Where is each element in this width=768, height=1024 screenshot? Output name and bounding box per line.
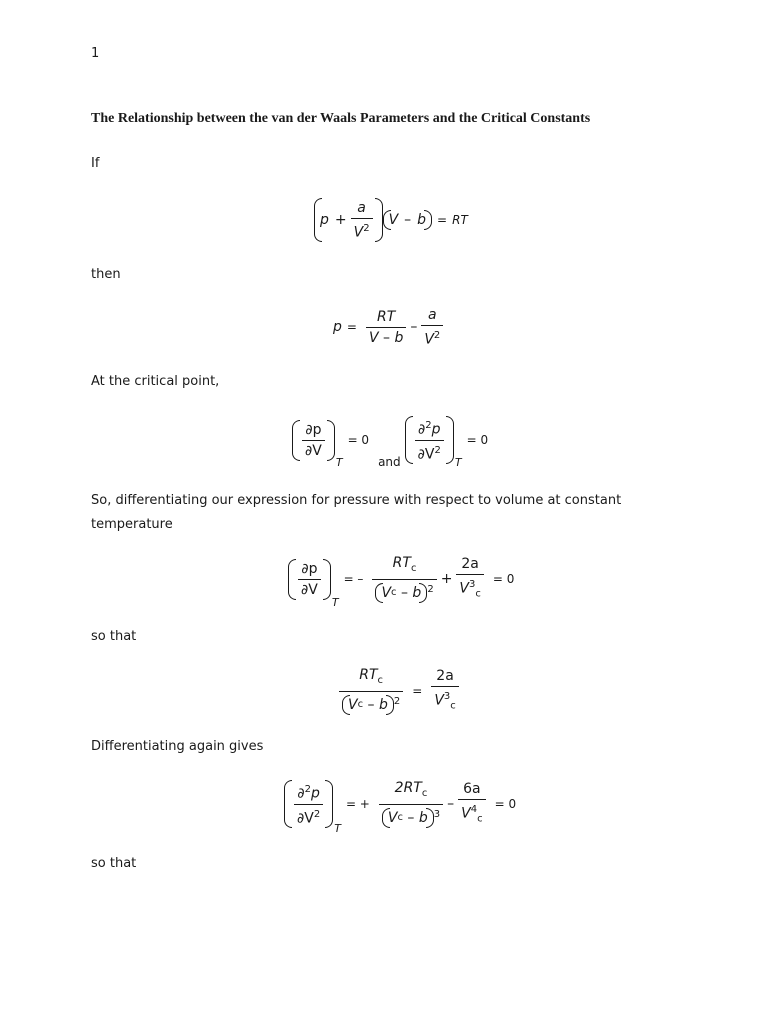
fraction: $RT_c$ V c – b $^2$	[339, 667, 403, 715]
equation-van-der-waals: p + $\frac{a}{V^2}$ V – b = RT	[314, 196, 468, 244]
equation-second-derivative: $\frac{\partial^2p}{\partial V^2}$ T = + $2RT_c$ V c – b $^3$ – $\frac{6a}{V^4_c}$ = 0	[284, 777, 521, 831]
paragraph-differentiating-2: temperature	[91, 517, 173, 532]
page-number: 1	[91, 46, 100, 61]
page-title: The Relationship between the van der Waals Parameters and the Critical Constants	[91, 111, 591, 126]
paren-group	[405, 416, 454, 464]
paragraph-again: Differentiating again gives	[91, 739, 264, 754]
fraction: $\frac{a}{V^2}$	[421, 307, 443, 348]
fraction: $\frac{6a}{V^4_c}$	[458, 781, 485, 827]
fraction: $2RT_c$ V c – b $^3$	[379, 780, 443, 828]
equation-critical-conditions: $\frac{\partial p}{\partial V}$ T = 0 and $\frac{\partial^2p}{\partial V^2}$ T = 0	[292, 415, 493, 465]
fraction: $RT_c$ V c – b $^2$	[372, 555, 436, 603]
paren-group	[288, 559, 331, 600]
paren-group	[284, 780, 333, 828]
fraction: $\frac{\partial^2p}{\partial V^2}$	[294, 782, 323, 826]
paragraph-differentiating-1: So, differentiating our expression for pressure with respect to volume at constant	[91, 493, 622, 508]
fraction: $\frac{\partial^2p}{\partial V^2}$	[415, 418, 444, 462]
equation-first-derivative: $\frac{\partial p}{\partial V}$ T = – $RT_c$ V c – b $^2$ + $\frac{2a}{V^3_c}$ = 0	[288, 553, 519, 605]
paragraph-so-that-2: so that	[91, 856, 137, 871]
paren-group: p + $\frac{a}{V^2}$	[314, 198, 383, 243]
paragraph-so-that-1: so that	[91, 629, 137, 644]
fraction: $\frac{\partial p}{\partial V}$	[298, 561, 321, 598]
fraction: $\frac{2a}{V^3_c}$	[456, 556, 483, 602]
equation-pressure: p = $\frac{RT}{V - b}$ – $\frac{a}{V^2}$	[333, 304, 447, 350]
paragraph-then: then	[91, 267, 121, 282]
paren-group	[292, 420, 335, 461]
fraction: $\frac{RT}{V - b}$	[366, 309, 406, 346]
paragraph-critical: At the critical point,	[91, 374, 220, 389]
fraction: $\frac{\partial p}{\partial V}$	[302, 422, 325, 459]
paren-group: V – b	[383, 210, 432, 230]
fraction: $\frac{a}{V^2}$	[351, 200, 373, 241]
equation-first-result: $RT_c$ V c – b $^2$ = $\frac{2a}{V^3_c}$	[335, 664, 463, 718]
paragraph-if: If	[91, 156, 100, 171]
fraction: $\frac{2a}{V^3_c}$	[431, 668, 458, 714]
